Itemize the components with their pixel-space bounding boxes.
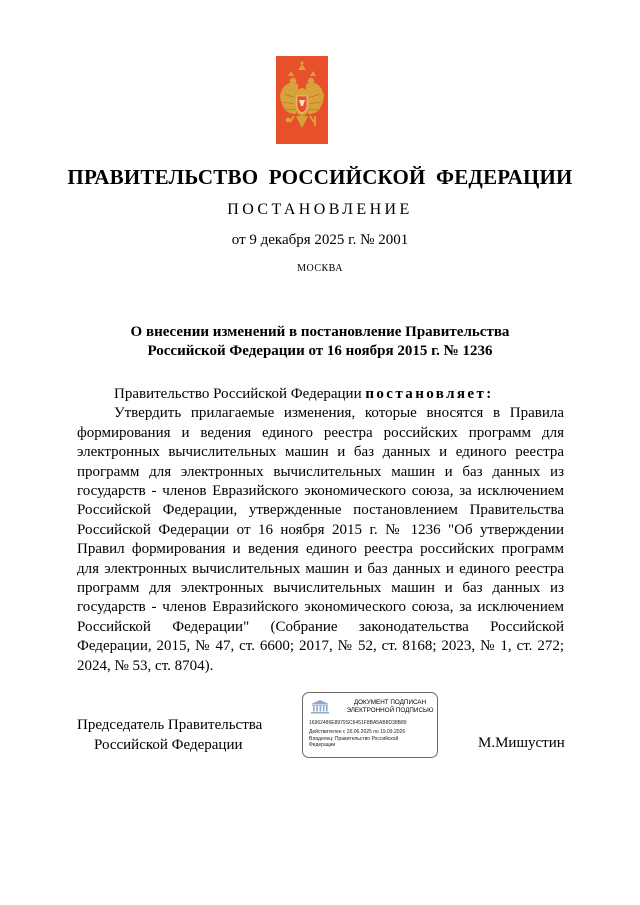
resolution-keyword: постановляет: <box>365 386 494 402</box>
intro-paragraph <box>77 385 564 404</box>
government-building-icon <box>310 699 330 714</box>
document-subject <box>0 323 640 361</box>
intro-prefix: Правительство Российской Федерации <box>114 386 366 402</box>
document-date-number: от 9 декабря 2025 г. № 2001 <box>231 232 409 248</box>
city-label: МОСКВА <box>297 263 343 274</box>
document-body <box>77 385 564 676</box>
signer-title <box>77 715 262 755</box>
stamp-certificate: 16962486E8979SC6451F8BA5AB8D38B89 <box>309 720 407 726</box>
signer-name: М.Мишустин <box>478 735 565 751</box>
stamp-owner-line-1: Владелец: Правительство Российской <box>309 736 399 742</box>
electronic-signature-stamp <box>302 692 438 758</box>
stamp-heading-line-1: ДОКУМЕНТ ПОДПИСАН <box>353 699 427 706</box>
stamp-heading-line-2: ЭЛЕКТРОННОЙ ПОДПИСЬЮ <box>346 707 434 714</box>
subject-line-2: Российской Федерации от 16 ноября 2015 г. № 1236 <box>147 343 493 359</box>
stamp-validity: Действителен с 26.06.2025 по 19.09.2026 <box>309 729 406 735</box>
organization-title: ПРАВИТЕЛЬСТВО РОССИЙСКОЙ ФЕДЕРАЦИИ <box>67 165 573 189</box>
signer-title-line-2: Российской Федерации <box>94 737 243 753</box>
main-paragraph: Утвердить прилагаемые изменения, которые вносятся в Правила формирования и ведения единого реестра российских программ для электронных вычислительных машин и баз данных и единого реестра программ для электронных вычислительных машин и баз данных из государств - членов Евразийского экономического союза, за исключением Российской Федерации, утвержденные постановлением Правительства Российской Федерации от 16 ноября 2015 г. № 1236 "Об утверждении Правил формирования и ведения единого реестра российских программ для электронных вычислительных машин и баз данных и единого реестра программ для электронных вычислительных машин и баз данных из государств - членов Евразийского экономического союза, за исключением Российской Федерации" (Собрание законодательства Российской Федерации, 2015, № 47, ст. 6600; 2017, № 52, ст. 8168; 2023, № 1, ст. 272; 2024, № 53, ст. 8704). <box>77 405 564 674</box>
subject-line-1: О внесении изменений в постановление Правительства <box>130 324 510 340</box>
stamp-heading <box>343 699 437 715</box>
coat-of-arms-icon <box>276 56 328 144</box>
signer-title-line-1: Председатель Правительства <box>77 717 263 733</box>
stamp-owner-line-2: Федерации <box>309 742 336 748</box>
document-type: ПОСТАНОВЛЕНИЕ <box>227 201 413 218</box>
